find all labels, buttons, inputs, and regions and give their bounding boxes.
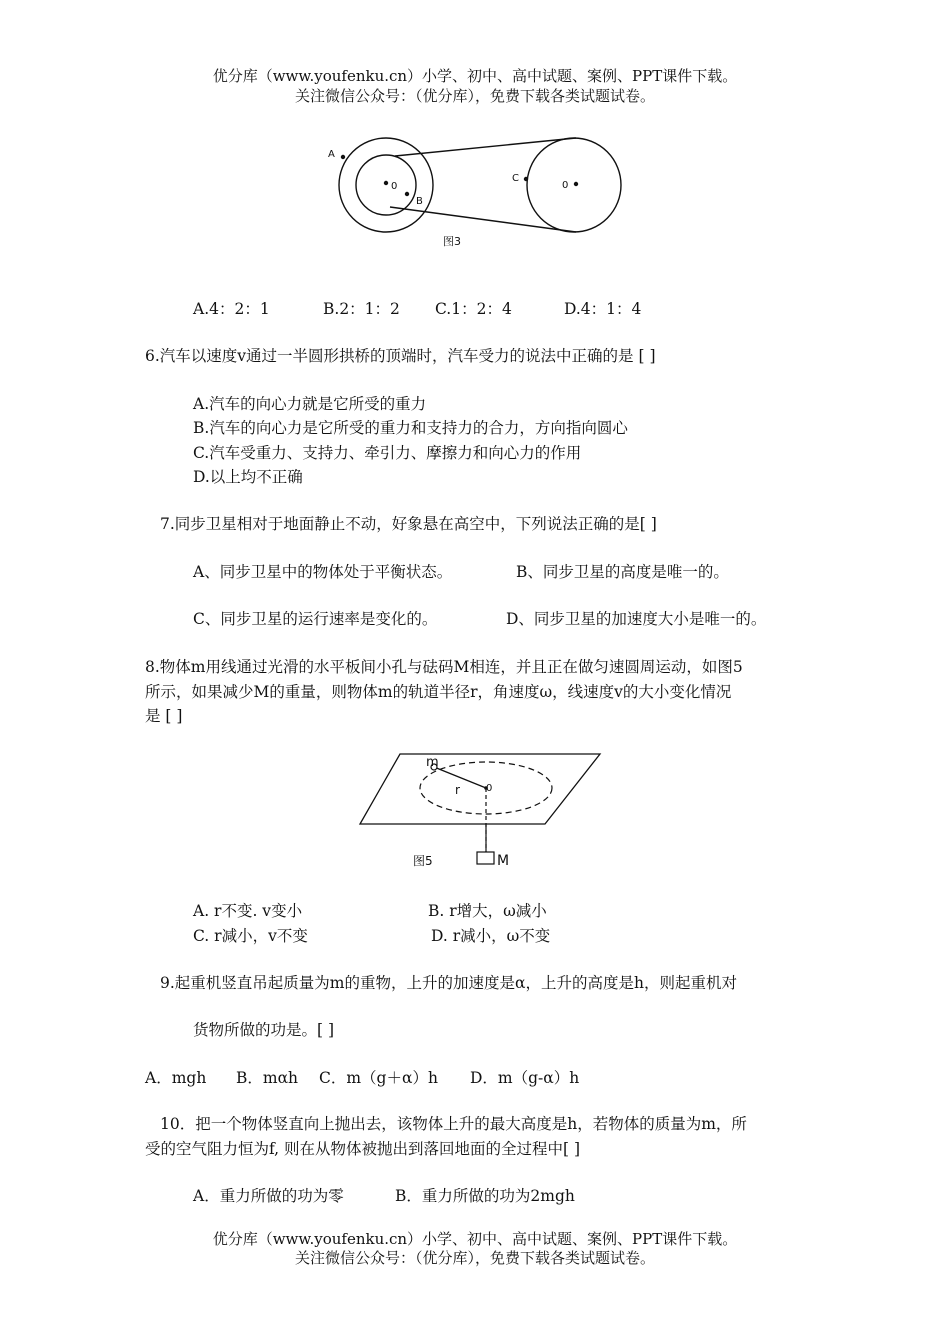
q8-stem-line-1: 8.物体m用线通过光滑的水平板间小孔与砝码M相连，并且正在做匀速圆周运动，如图5 <box>145 658 743 676</box>
weight-M <box>477 852 494 864</box>
wheel-right <box>527 138 621 232</box>
q7-option-a: A、同步卫星中的物体处于平衡状态。 <box>193 563 453 581</box>
footer-line-2: 关注微信公众号：（优分库），免费下载各类试题试卷。 <box>294 1249 655 1267</box>
label-M: M <box>497 853 510 869</box>
figure-3-pulley-diagram <box>325 125 630 253</box>
q6-stem: 6.汽车以速度v通过一半圆形拱桥的顶端时，汽车受力的说法中正确的是 [ ] <box>145 347 656 365</box>
figure-5-circular-motion-diagram <box>355 750 605 875</box>
q10-stem-line-1: 10．把一个物体竖直向上抛出去，该物体上升的最大高度是h，若物体的质量为m，所 <box>160 1115 747 1133</box>
q5-option-a: A.4：2：1 <box>193 300 270 318</box>
q9-stem-line-2: 货物所做的功是。[ ] <box>193 1021 335 1039</box>
header-line-2: 关注微信公众号：（优分库），免费下载各类试题试卷。 <box>294 87 655 105</box>
q8-option-a: A. r不变. v变小 <box>193 902 303 920</box>
q10-stem-line-2: 受的空气阻力恒为f, 则在从物体被抛出到落回地面的全过程中[ ] <box>145 1140 581 1158</box>
q6-option-d: D.以上均不正确 <box>193 468 303 486</box>
figure-5-caption: 图5 <box>413 854 433 868</box>
q9-option-a: A．mgh <box>145 1069 207 1087</box>
q8-option-c: C. r减小，v不变 <box>193 927 308 945</box>
label-C: C <box>512 173 519 184</box>
q10-option-a: A．重力所做的功为零 <box>193 1187 344 1205</box>
footer-line-1: 优分库（www.youfenku.cn）小学、初中、高中试题、案例、PPT课件下载。 <box>212 1230 738 1248</box>
label-o-right: 0 <box>562 180 569 191</box>
q6-option-a: A.汽车的向心力就是它所受的重力 <box>193 395 427 413</box>
q8-stem-line-3: 是 [ ] <box>145 707 183 725</box>
label-m: m <box>426 755 439 770</box>
q5-option-b: B.2：1：2 <box>323 300 400 318</box>
label-o: 0 <box>486 783 493 794</box>
q8-option-b: B. r增大，ω减小 <box>428 902 547 920</box>
q9-stem-line-1: 9.起重机竖直吊起质量为m的重物，上升的加速度是α，上升的高度是h，则起重机对 <box>160 974 737 992</box>
header-line-1: 优分库（www.youfenku.cn）小学、初中、高中试题、案例、PPT课件下载。 <box>212 67 738 85</box>
q7-option-d: D、同步卫星的加速度大小是唯一的。 <box>506 610 767 628</box>
q9-option-d: D．m（g-α）h <box>470 1069 580 1087</box>
q8-stem-line-2: 所示，如果减少M的重量，则物体m的轨道半径r，角速度ω，线速度v的大小变化情况 <box>145 683 732 701</box>
label-A: A <box>328 149 335 160</box>
q9-option-c: C．m（g＋α）h <box>319 1069 438 1087</box>
q9-option-b: B．mαh <box>236 1069 299 1087</box>
figure-3-caption: 图3 <box>443 235 461 248</box>
q10-option-b: B．重力所做的功为2mgh <box>395 1187 575 1205</box>
q6-option-b: B.汽车的向心力是它所受的重力和支持力的合力，方向指向圆心 <box>193 419 628 437</box>
q6-option-c: C.汽车受重力、支持力、牵引力、摩擦力和向心力的作用 <box>193 444 582 462</box>
q8-option-d: D. r减小，ω不变 <box>431 927 551 945</box>
q5-option-c: C.1：2：4 <box>435 300 512 318</box>
string-radius <box>434 767 486 788</box>
label-B: B <box>416 196 423 207</box>
label-o-left: 0 <box>391 181 398 192</box>
q7-option-c: C、同步卫星的运行速率是变化的。 <box>193 610 438 628</box>
q7-stem: 7.同步卫星相对于地面静止不动，好象悬在高空中，下列说法正确的是[ ] <box>160 515 657 533</box>
label-r: r <box>455 783 460 797</box>
q7-option-b: B、同步卫星的高度是唯一的。 <box>516 563 729 581</box>
q5-option-d: D.4：1：4 <box>564 300 642 318</box>
belt-top <box>395 138 576 156</box>
